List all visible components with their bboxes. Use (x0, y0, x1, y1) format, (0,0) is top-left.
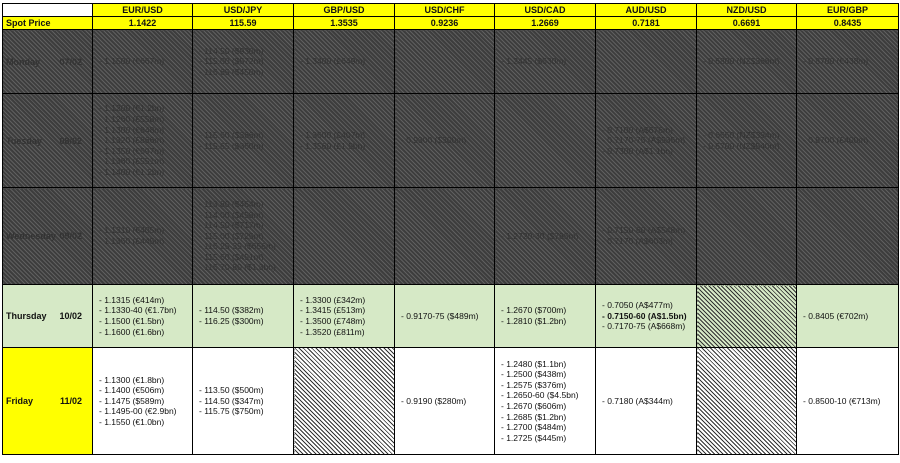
expiry-item: - 1.1260 (€558m) (99, 114, 165, 125)
expiry-cell (495, 94, 596, 188)
day-date: 07/02 (59, 56, 82, 67)
pair-header: USD/CAD (495, 4, 596, 17)
expiry-item: - 0.8700 (€400m) (803, 135, 869, 146)
spot-price-value: 1.1422 (93, 17, 193, 30)
expiry-item: - 1.1315 (€414m) (99, 294, 165, 305)
expiry-item: - 0.8405 (€702m) (803, 310, 869, 321)
corner-cell (3, 4, 93, 17)
expiry-list (596, 300, 696, 332)
expiry-cell (596, 188, 697, 285)
expiry-item: - 1.2480 ($1.1bn) (501, 358, 567, 369)
expiry-item: - 1.2685 ($1.2bn) (501, 411, 567, 422)
expiry-list (395, 311, 494, 322)
pair-header: GBP/USD (294, 4, 395, 17)
expiry-item: - 0.7170-75 (A$535m) (602, 135, 686, 146)
expiry-list (395, 396, 494, 407)
expiry-cell (395, 285, 495, 348)
pair-header: NZD/USD (697, 4, 797, 17)
hatched-empty-cell (294, 348, 395, 455)
expiry-item: - 0.7150-60 (A$1.5bn) (602, 310, 687, 321)
spot-price-value: 0.6691 (697, 17, 797, 30)
expiry-cell (697, 188, 797, 285)
expiry-item: - 115.65 ($350m) (199, 140, 264, 151)
expiry-item: - 115.50 ($366m) (199, 129, 264, 140)
expiry-item: - 1.1600 (€1.6bn) (99, 326, 165, 337)
expiry-item: - 114.50 ($717m) (199, 220, 264, 231)
header-row (3, 4, 899, 17)
expiry-item: - 1.1400 (€1.2bn) (99, 166, 165, 177)
fx-option-expiries-table (2, 3, 899, 455)
expiry-item: - 1.3520 (£811m) (300, 326, 365, 337)
pair-header: AUD/USD (596, 4, 697, 17)
expiry-item: - 1.3500 (£748m) (300, 316, 366, 326)
expiry-cell (797, 188, 899, 285)
expiry-item: - 1.1300 (€1.8bn) (99, 374, 165, 385)
expiry-list (93, 56, 192, 67)
expiry-cell (193, 348, 294, 455)
expiry-item: - 0.6550 (NZ$394m) (703, 129, 780, 140)
expiry-cell (596, 348, 697, 455)
expiry-item: - 0.7150-60 (A$548m) (602, 225, 686, 236)
day-date: 11/02 (59, 396, 82, 406)
expiry-item: - 1.2670 ($700m) (501, 305, 567, 316)
expiry-list (797, 56, 898, 67)
expiry-item: - 1.2445 ($530m) (501, 56, 567, 67)
expiry-list (193, 385, 293, 417)
expiry-item: - 0.7180 (A$344m) (602, 395, 673, 406)
day-row-friday (3, 348, 899, 455)
expiry-item: - 115.70-80 ($1.3bn) (199, 262, 276, 273)
hatched-empty-cell (697, 285, 797, 348)
pair-header: USD/JPY (193, 4, 294, 17)
expiry-item: - 115.00 ($572m) (199, 56, 264, 67)
expiry-list (697, 130, 796, 151)
expiry-cell (93, 285, 193, 348)
expiry-cell (495, 348, 596, 455)
expiry-item: - 1.1495-00 (€2.9bn) (99, 406, 177, 417)
expiry-item: - 114.50 ($347m) (199, 395, 264, 406)
expiry-cell (193, 188, 294, 285)
expiry-list (193, 46, 293, 78)
expiry-cell (697, 30, 797, 94)
day-name: Friday (6, 396, 34, 406)
expiry-list (294, 56, 394, 67)
day-date: 10/02 (59, 311, 82, 321)
expiry-item: - 0.6800 (NZ$368m) (703, 56, 780, 67)
spot-price-value: 115.59 (193, 17, 294, 30)
expiry-cell (495, 188, 596, 285)
day-row-tuesday (3, 94, 899, 188)
expiry-cell (697, 94, 797, 188)
expiry-list (596, 125, 696, 157)
expiry-item: - 115.65 ($450m) (199, 66, 264, 77)
expiry-item: - 114.00 ($458m) (199, 209, 264, 220)
expiry-cell (193, 285, 294, 348)
expiry-cell (495, 30, 596, 94)
expiry-item: - 1.2725 ($445m) (501, 432, 567, 443)
day-cell (3, 285, 93, 348)
expiry-list (193, 130, 293, 151)
expiry-cell (797, 94, 899, 188)
expiry-item: - 1.1380 (€551m) (99, 156, 165, 167)
day-cell (3, 30, 93, 94)
expiry-item: - 1.1300 (€848m) (99, 124, 165, 135)
expiry-cell (294, 188, 395, 285)
expiry-item: - 1.2650-60 ($4.5bn) (501, 390, 579, 401)
expiry-item: - 1.1400 (€506m) (99, 385, 165, 396)
expiry-item: - 1.3560 (£1.5bn) (300, 140, 366, 151)
expiry-item: - 1.2720-30 ($785m) (501, 230, 579, 241)
expiry-item: - 0.7170 (A$603m) (602, 236, 673, 246)
expiry-cell (797, 348, 899, 455)
expiry-item: - 1.1320 (€866m) (99, 135, 165, 146)
expiry-item: - 1.1200 (€1.2bn) (99, 103, 165, 114)
spot-price-value: 0.7181 (596, 17, 697, 30)
expiry-item: - 1.1330-40 (€1.7bn) (99, 305, 177, 316)
expiry-cell (395, 30, 495, 94)
expiry-item: - 1.3415 (£513m) (300, 305, 366, 316)
expiry-list (797, 135, 898, 146)
expiry-item: - 0.7050 (A$477m) (602, 300, 673, 311)
expiry-item: - 0.8500-10 (€713m) (803, 395, 881, 406)
expiry-cell (93, 188, 193, 285)
expiry-item: - 0.8700 (€438m) (803, 56, 869, 67)
expiry-cell (193, 30, 294, 94)
expiry-item: - 0.7100 (A$676m) (602, 124, 673, 135)
expiry-cell (395, 348, 495, 455)
day-name: Thursday (6, 311, 47, 321)
day-date: 08/02 (59, 135, 82, 146)
expiry-item: - 1.3500 (£407m) (300, 129, 366, 140)
expiry-cell (294, 94, 395, 188)
hatched-empty-cell (697, 348, 797, 455)
expiry-item: - 1.2670 ($606m) (501, 401, 567, 411)
expiry-item: - 115.50 ($451m) (199, 251, 264, 262)
expiry-list (596, 225, 696, 246)
expiry-cell (93, 94, 193, 188)
expiry-item: - 1.2500 ($438m) (501, 369, 567, 380)
expiry-item: - 1.1350 (€597m) (99, 145, 165, 156)
expiry-list (495, 305, 595, 326)
expiry-list (596, 396, 696, 407)
expiry-item: - 1.1310 (€405m) (99, 225, 165, 236)
spot-price-row (3, 17, 899, 30)
expiry-item: - 115.00 ($725m) (199, 230, 264, 241)
expiry-item: - 0.9170-75 ($489m) (401, 310, 479, 321)
expiry-list (797, 396, 898, 407)
expiry-list (93, 375, 192, 428)
expiry-list (797, 311, 898, 322)
expiry-item: - 115.25-35 ($656m) (199, 241, 276, 252)
expiry-item: - 1.1500 (€1.5bn) (99, 316, 165, 326)
day-row-thursday (3, 285, 899, 348)
expiry-item: - 113.80 ($464m) (199, 198, 264, 209)
day-date: 09/02 (59, 231, 82, 241)
expiry-list (294, 130, 394, 151)
expiry-item: - 114.50 ($382m) (199, 305, 264, 316)
day-row-monday (3, 30, 899, 94)
expiry-cell (294, 285, 395, 348)
spot-price-value: 0.9236 (395, 17, 495, 30)
expiry-list (193, 199, 293, 273)
pair-header: EUR/GBP (797, 4, 899, 17)
expiry-item: - 0.6700 (NZ$540m) (703, 140, 780, 151)
expiry-list (495, 56, 595, 67)
expiry-item: - 114.50 ($930m) (199, 45, 264, 56)
expiry-list (93, 295, 192, 337)
expiry-cell (395, 188, 495, 285)
day-name: Wednesday (6, 231, 56, 241)
expiry-cell (93, 348, 193, 455)
expiry-item: - 1.3300 (£342m) (300, 294, 366, 305)
expiry-list (395, 135, 494, 146)
expiry-cell (294, 30, 395, 94)
spot-price-label: Spot Price (3, 17, 93, 30)
expiry-cell (495, 285, 596, 348)
pair-header: USD/CHF (395, 4, 495, 17)
day-name: Tuesday (6, 135, 42, 146)
expiry-cell (395, 94, 495, 188)
expiry-item: - 1.1350 (€445m) (99, 236, 165, 246)
expiry-item: - 0.9300 ($300m) (401, 135, 467, 146)
expiry-list (495, 231, 595, 242)
day-name: Monday (6, 56, 41, 67)
expiry-item: - 116.25 ($300m) (199, 316, 264, 326)
day-cell (3, 188, 93, 285)
expiry-item: - 1.1475 ($589m) (99, 395, 165, 406)
expiry-cell (596, 285, 697, 348)
spot-price-value: 1.3535 (294, 17, 395, 30)
expiry-item: - 0.9190 ($280m) (401, 395, 467, 406)
expiry-item: - 1.1550 (€1.0bn) (99, 416, 165, 427)
expiry-item: - 1.2575 ($376m) (501, 379, 567, 390)
expiry-cell (797, 285, 899, 348)
expiry-list (495, 359, 595, 444)
day-cell (3, 94, 93, 188)
day-row-wednesday (3, 188, 899, 285)
expiry-item: - 1.1500 (€667m) (99, 56, 165, 67)
spot-price-value: 1.2669 (495, 17, 596, 30)
expiry-item: - 115.75 ($750m) (199, 406, 264, 417)
expiry-list (697, 56, 796, 67)
expiry-cell (193, 94, 294, 188)
expiry-cell (596, 30, 697, 94)
expiry-cell (797, 30, 899, 94)
expiry-cell (596, 94, 697, 188)
expiry-list (193, 305, 293, 326)
day-cell (3, 348, 93, 455)
expiry-item: - 1.2700 ($484m) (501, 422, 567, 433)
expiry-item: - 0.7300 (A$1.1bn) (602, 145, 673, 156)
expiry-list (294, 295, 394, 337)
pair-header: EUR/USD (93, 4, 193, 17)
expiry-item: - 113.50 ($500m) (199, 385, 264, 396)
expiry-item: - 0.7170-75 (A$668m) (602, 321, 686, 332)
expiry-list (93, 103, 192, 177)
expiry-item: - 1.3400 (£649m) (300, 56, 366, 67)
spot-price-value: 0.8435 (797, 17, 899, 30)
expiry-list (93, 225, 192, 246)
expiry-item: - 1.2810 ($1.2bn) (501, 316, 567, 326)
expiry-cell (93, 30, 193, 94)
expiry-rows (3, 30, 899, 455)
